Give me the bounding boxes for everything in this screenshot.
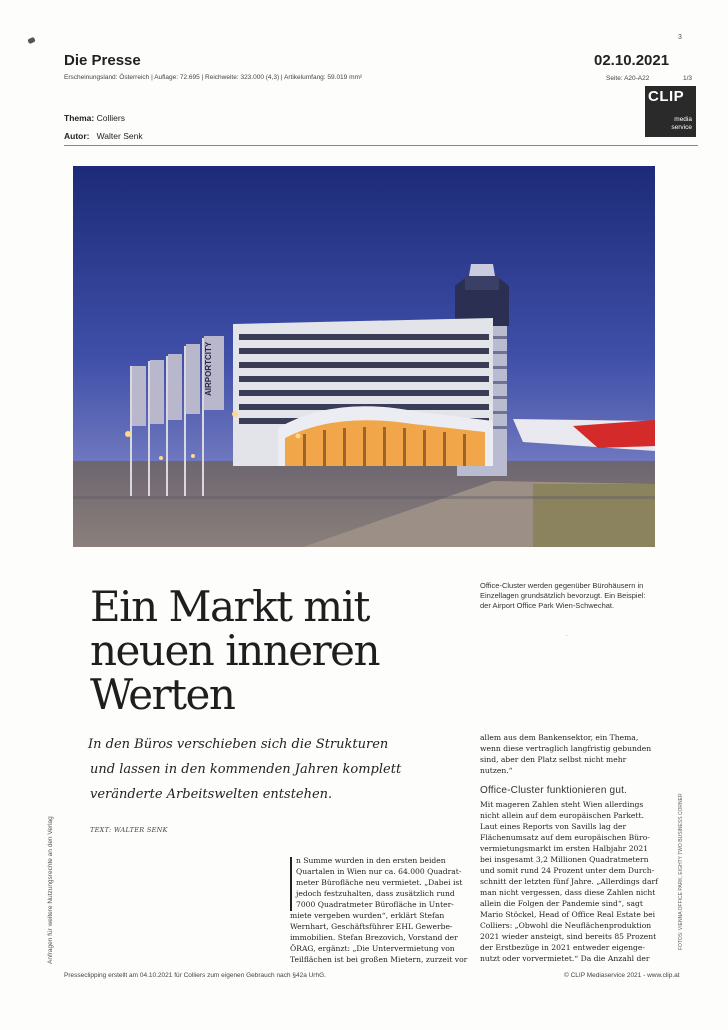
article-column-1: [290, 855, 470, 965]
body-line: man nicht vergessen, dass diese Zahlen nicht: [480, 888, 656, 897]
author-label: Autor:: [64, 131, 90, 141]
topic-value: Colliers: [96, 113, 125, 123]
publication-meta: Erscheinungsland: Österreich | Auflage: 72.695 | Reichweite: 323.000 (4,3) | Artikelumfang: 59.019 mm²: [64, 74, 363, 81]
section-subhead: Office-Cluster funktionieren gut.: [480, 785, 628, 796]
article-byline: TEXT: WALTER SENK: [90, 826, 168, 834]
article-column-3: [480, 799, 662, 964]
body-line: sind, aber den Platz selbst nicht mehr: [480, 755, 627, 764]
footer-clipping-note: Presseclipping erstellt am 04.10.2021 für Colliers zum eigenen Gebrauch nach §42a UrhG.: [64, 972, 326, 979]
body-line: nicht allein auf dem europäischen Parkett.: [480, 811, 644, 820]
body-line: ÖRAG, ergänzt: „Die Untervermietung von: [290, 944, 455, 953]
body-line: Quartalen in Wien nur ca. 64.000 Quadrat-: [296, 867, 462, 876]
page-range: Seite: A20-A22: [606, 75, 650, 82]
lead-line: und lassen in den kommenden Jahren komplett: [90, 762, 402, 777]
headline-line: Werten: [90, 670, 235, 719]
author-line: [64, 131, 143, 141]
headline-line: Ein Markt mit: [90, 582, 369, 631]
page-number: 3: [678, 34, 682, 41]
body-line: Mit mageren Zahlen steht Wien allerdings: [480, 800, 644, 809]
body-line: Mario Stöckel, Head of Office Real Estate bei: [480, 910, 656, 919]
body-line: der Erstbezüge in 2021 entweder eigenge-: [480, 943, 645, 952]
photo-credit: FOTOS: VIENNA OFFICE PARK, EIGHTY TWO BUSINESS CORNER: [678, 793, 684, 950]
clip-logo: [645, 86, 696, 137]
lead-line: In den Büros verschieben sich die Strukturen: [88, 737, 389, 752]
body-line: nutzen.“: [480, 766, 513, 775]
caption-line: der Airport Office Park Wien-Schwechat.: [480, 601, 615, 610]
body-line: meter Bürofläche neu vermietet. „Dabei ist: [296, 878, 463, 887]
body-line: vermietungsmarkt im ersten Halbjahr 2021: [480, 844, 649, 853]
body-line: 7000 Quadratmeter Bürofläche in Unter-: [296, 900, 454, 909]
article-headline: [90, 582, 380, 719]
body-line: nutzt oder vorvermietet.“ Da die Anzahl der: [480, 954, 650, 963]
airport-office-building-photo: [73, 166, 655, 547]
clip-logo-service: service: [671, 124, 692, 131]
caption-line: Office-Cluster werden gegenüber Bürohäusern in: [480, 581, 644, 590]
author-value: Walter Senk: [96, 131, 143, 141]
clip-logo-media: media: [674, 116, 692, 123]
footer-copyright: © CLIP Mediaservice 2021 - www.clip.at: [564, 972, 680, 979]
rights-notice: Anfragen für weitere Nutzungsrechte an den Verlag: [47, 816, 54, 964]
photo-caption: [480, 581, 660, 611]
lead-line: veränderte Arbeitswelten entstehen.: [90, 787, 333, 802]
body-line: Flächenumsatz auf dem europäischen Büro-: [480, 833, 650, 842]
body-line: wenn diese vertraglich langfristig gebunden: [480, 744, 652, 753]
clip-logo-subtext: [671, 116, 692, 132]
body-line: allein die Folgen der Pandemie sind“, sagt: [480, 899, 643, 908]
body-line: Teilflächen ist bei großen Mietern, zurzeit vor: [290, 955, 468, 964]
body-line: Colliers: „Obwohl die Neuflächenproduktion: [480, 921, 652, 930]
body-line: bei insgesamt 3,2 Millionen Quadratmetern: [480, 855, 649, 864]
drop-initial-bar: [290, 857, 292, 911]
clip-logo-text: CLIP: [648, 88, 685, 105]
article-column-2: [480, 732, 660, 776]
header-divider: [64, 145, 698, 146]
article-lead: [88, 732, 401, 807]
body-line: n Summe wurden in den ersten beiden: [296, 856, 446, 865]
body-line: Laut eines Reports von Savills lag der: [480, 822, 627, 831]
body-line: 2021 wieder ansteigt, sind bereits 85 Prozent: [480, 932, 657, 941]
topic-label: Thema:: [64, 113, 95, 123]
body-line: miete vergeben wurden“, erklärt Stefan: [290, 911, 445, 920]
body-line: und somit rund 24 Prozent unter dem Durch-: [480, 866, 655, 875]
body-line: allem aus dem Bankensektor, ein Thema,: [480, 733, 639, 742]
body-line: Wernhart, Geschäftsführer EHL Gewerbe-: [290, 922, 453, 931]
caption-line: Einzellagen grundsätzlich bevorzugt. Ein Beispiel:: [480, 591, 646, 600]
body-line: schnitt der letzten fünf Jahre. „Allerdings darf: [480, 877, 658, 886]
body-line: immobilien. Stefan Brezovich, Vorstand der: [290, 933, 458, 942]
scan-dots: ·: [566, 633, 568, 639]
scan-mark: [27, 37, 35, 44]
headline-line: neuen inneren: [90, 626, 380, 675]
body-line: jedoch festzuhalten, dass zusätzlich rund: [296, 889, 455, 898]
publication-name: Die Presse: [64, 52, 141, 69]
page-count: 1/3: [683, 75, 693, 82]
topic-line: [64, 113, 125, 123]
issue-date: 02.10.2021: [594, 52, 670, 69]
flag-label: AIRPORTCITY: [204, 341, 213, 396]
article-photo: [73, 166, 655, 547]
